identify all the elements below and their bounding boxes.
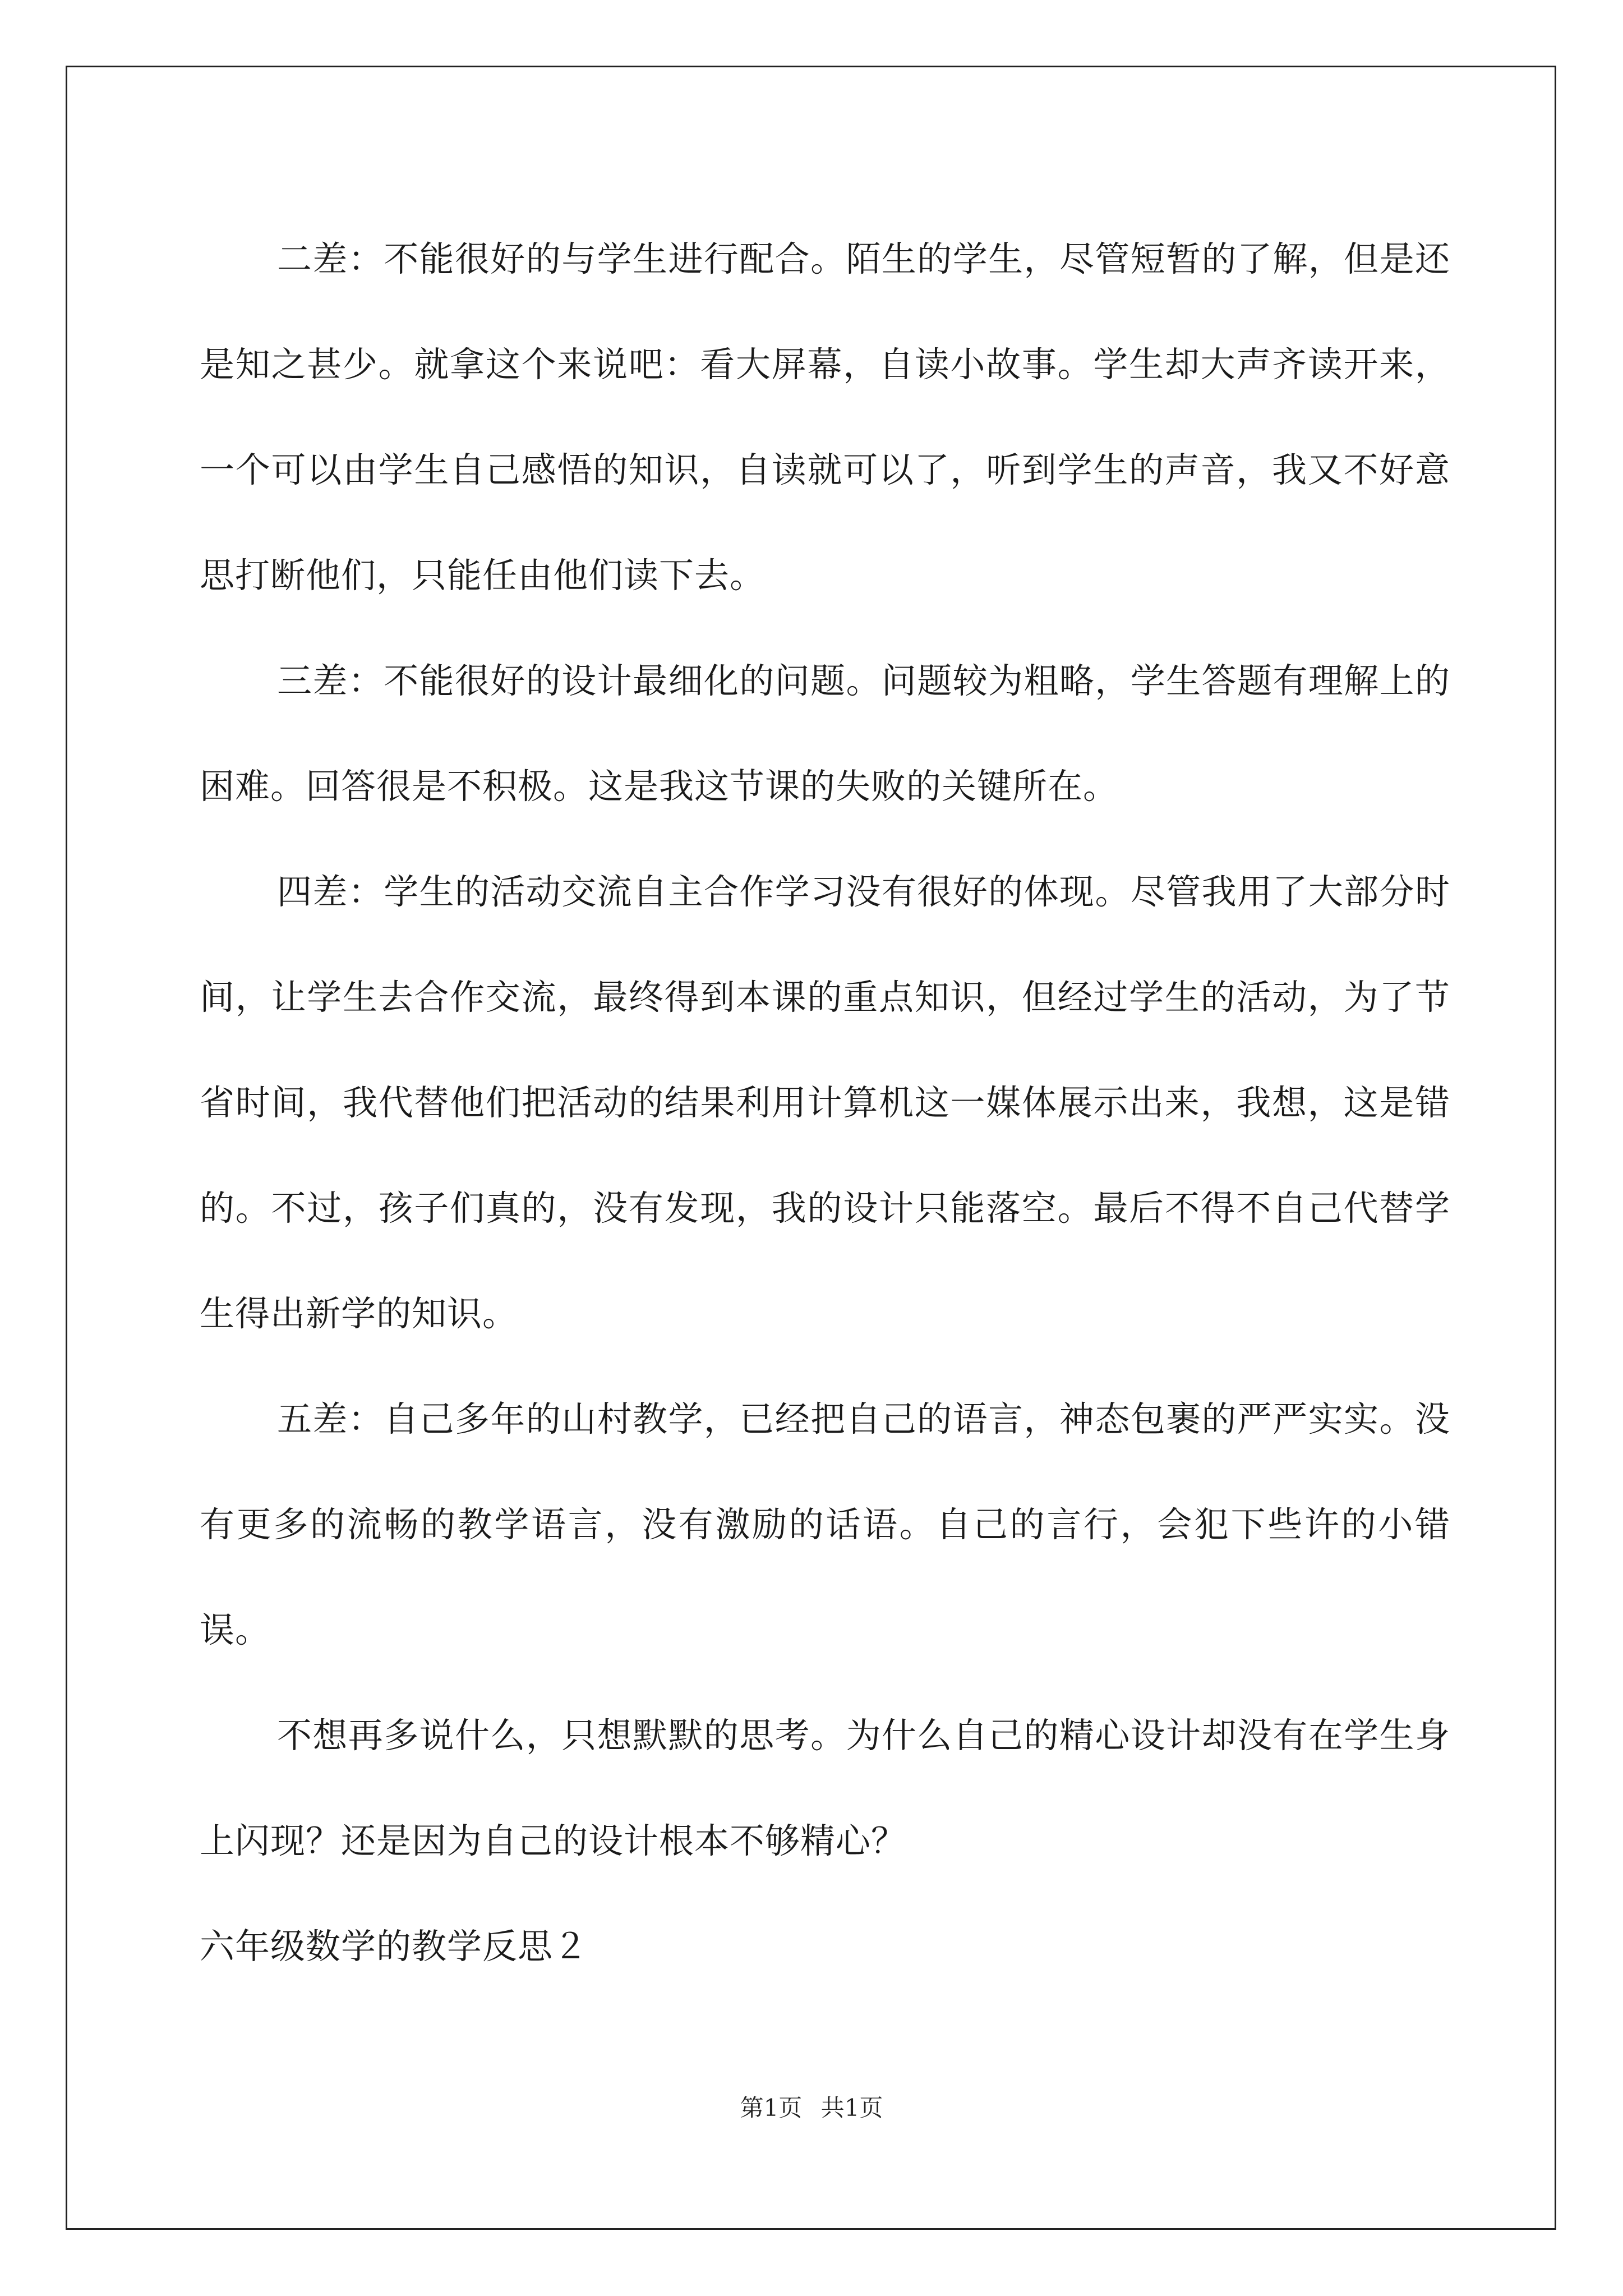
paragraph-fourth-shortcoming: 四差：学生的活动交流自主合作学习没有很好的体现。尽管我用了大部分时间，让学生去合作交流，最终得到本课的重点知识，但经过学生的活动，为了节省时间，我代替他们把活动的结果利用计算机这一媒体展示出来，我想，这是错的。不过，孩子们真的，没有发现，我的设计只能落空。最后不得不自己代替学生得出新学的知识。 bbox=[200, 871, 1450, 1334]
page-footer bbox=[0, 2090, 1623, 2123]
total-pages: 共1页 bbox=[820, 2094, 883, 2122]
section-heading: 六年级数学的教学反思２ bbox=[200, 1926, 589, 1967]
paragraph-second-shortcoming: 二差：不能很好的与学生进行配合。陌生的学生，尽管短暂的了解，但是还是知之甚少。就拿这个来说吧：看大屏幕，自读小故事。学生却大声齐读开来，一个可以由学生自己感悟的知识，自读就可以了，听到学生的声音，我又不好意思打断他们，只能任由他们读下去。 bbox=[200, 238, 1450, 596]
paragraph-fifth-shortcoming: 五差：自己多年的山村教学，已经把自己的语言，神态包裹的严严实实。没有更多的流畅的教学语言，没有激励的话语。自己的言行，会犯下些许的小错误。 bbox=[200, 1398, 1450, 1650]
paragraph-closing-reflection: 不想再多说什么，只想默默的思考。为什么自己的精心设计却没有在学生身上闪现？还是因为自己的设计根本不够精心？ bbox=[200, 1715, 1450, 1861]
paragraph-third-shortcoming: 三差：不能很好的设计最细化的问题。问题较为粗略，学生答题有理解上的困难。回答很是不积极。这是我这节课的失败的关键所在。 bbox=[200, 660, 1450, 807]
page-number: 第1页 bbox=[740, 2094, 803, 2122]
document-body bbox=[200, 206, 1450, 1999]
